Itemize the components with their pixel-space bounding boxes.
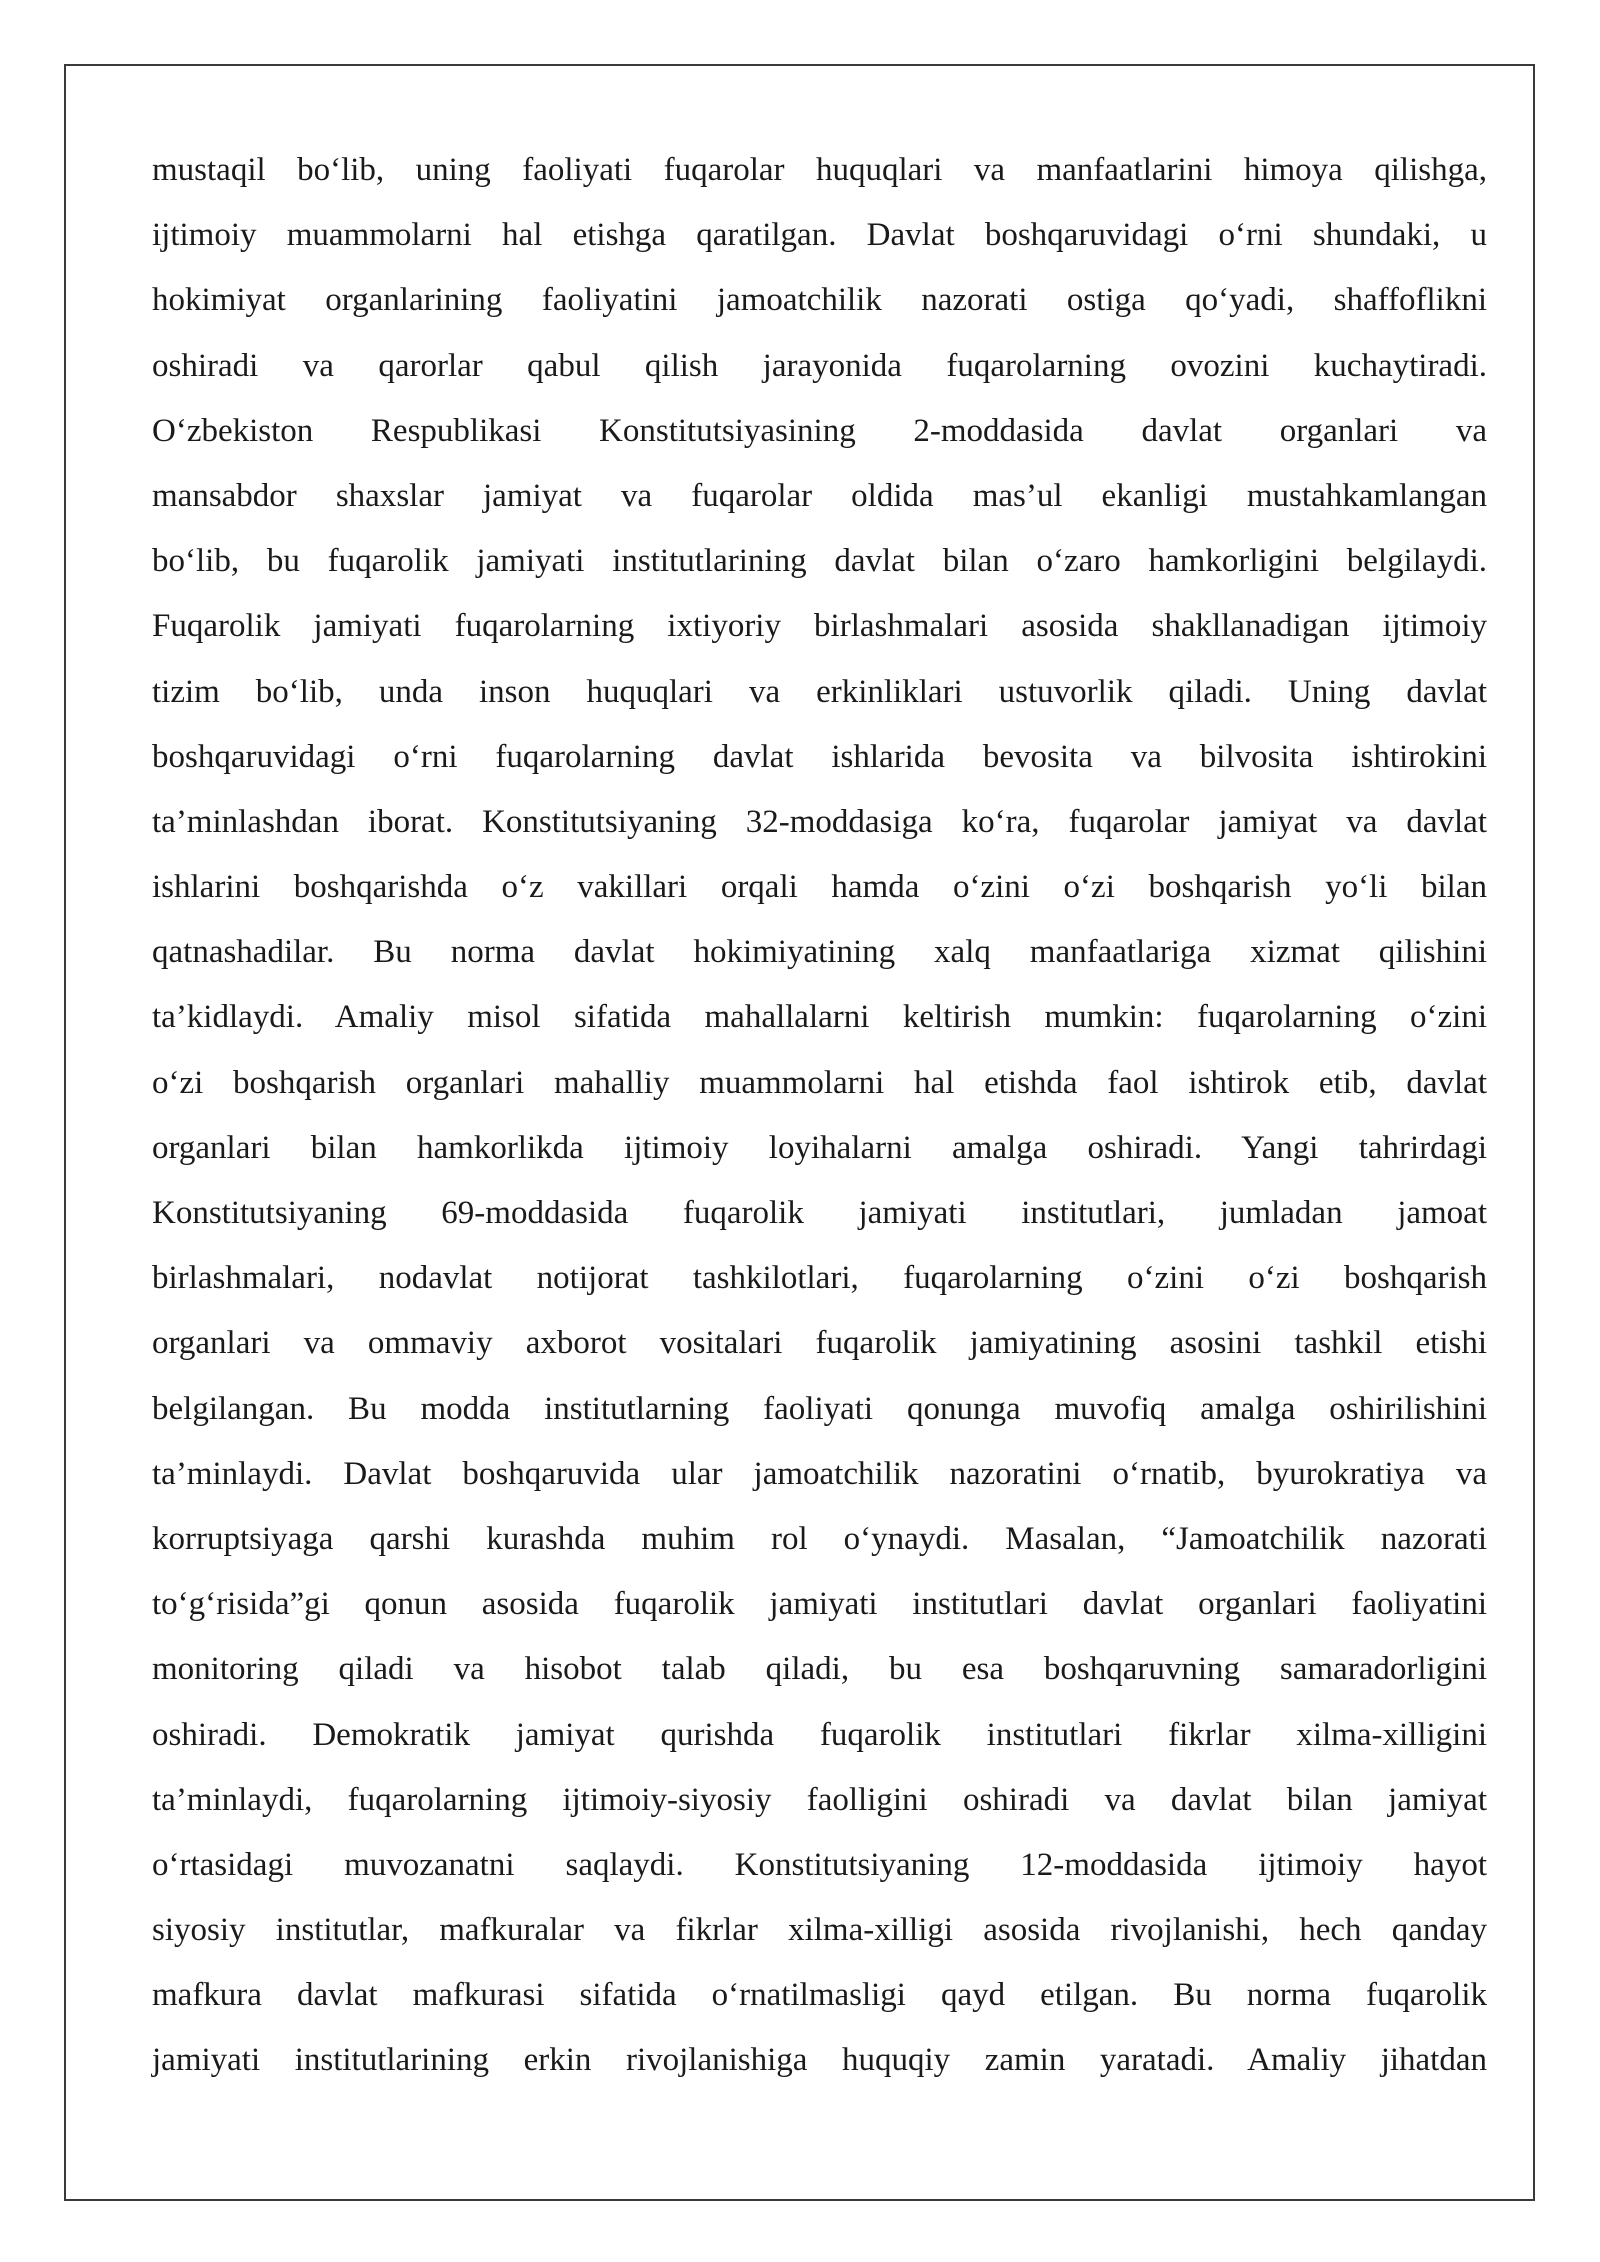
text-line: mansabdor shaxslar jamiyat va fuqarolar oldida mas’ul ekanligi mustahkamlangan bbox=[152, 477, 1487, 514]
text-line: monitoring qiladi va hisobot talab qiladi, bu esa boshqaruvning samaradorligini bbox=[152, 1651, 1487, 1688]
text-line: oshiradi. Demokratik jamiyat qurishda fuqarolik institutlari fikrlar xilma-xilligini bbox=[152, 1716, 1487, 1753]
text-line: ishlarini boshqarishda o‘z vakillari orqali hamda o‘zini o‘zi boshqarish yo‘li bilan bbox=[152, 869, 1487, 906]
text-line: siyosiy institutlar, mafkuralar va fikrlar xilma-xilligi asosida rivojlanishi, hech qanday bbox=[152, 1912, 1487, 1949]
body-text bbox=[152, 138, 1487, 2094]
text-line: ta’minlashdan iborat. Konstitutsiyaning 32-moddasiga ko‘ra, fuqarolar jamiyat va davlat bbox=[152, 803, 1487, 840]
text-line: oshiradi va qarorlar qabul qilish jarayonida fuqarolarning ovozini kuchaytiradi. bbox=[152, 347, 1487, 384]
text-line: bo‘lib, bu fuqarolik jamiyati institutlarining davlat bilan o‘zaro hamkorligini belgilaydi. bbox=[152, 543, 1487, 580]
text-line: boshqaruvidagi o‘rni fuqarolarning davlat ishlarida bevosita va bilvosita ishtirokini bbox=[152, 738, 1487, 775]
text-line: korruptsiyaga qarshi kurashda muhim rol o‘ynaydi. Masalan, “Jamoatchilik nazorati bbox=[152, 1520, 1487, 1557]
text-line: organlari bilan hamkorlikda ijtimoiy loyihalarni amalga oshiradi. Yangi tahrirdagi bbox=[152, 1129, 1487, 1166]
text-line: ta’kidlaydi. Amaliy misol sifatida mahallalarni keltirish mumkin: fuqarolarning o‘zini bbox=[152, 999, 1487, 1036]
text-line: Konstitutsiyaning 69-moddasida fuqarolik jamiyati institutlari, jumladan jamoat bbox=[152, 1195, 1487, 1231]
text-line: O‘zbekiston Respublikasi Konstitutsiyasining 2-moddasida davlat organlari va bbox=[152, 412, 1487, 449]
text-line: organlari va ommaviy axborot vositalari fuqarolik jamiyatining asosini tashkil etishi bbox=[152, 1325, 1487, 1362]
text-line: ta’minlaydi. Davlat boshqaruvida ular jamoatchilik nazoratini o‘rnatib, byurokratiya va bbox=[152, 1455, 1487, 1492]
text-line: tizim bo‘lib, unda inson huquqlari va erkinliklari ustuvorlik qiladi. Uning davlat bbox=[152, 673, 1487, 710]
text-line: mafkura davlat mafkurasi sifatida o‘rnatilmasligi qayd etilgan. Bu norma fuqarolik bbox=[152, 1977, 1487, 2014]
text-line: qatnashadilar. Bu norma davlat hokimiyatining xalq manfaatlariga xizmat qilishini bbox=[152, 934, 1487, 971]
text-line: mustaqil bo‘lib, uning faoliyati fuqarolar huquqlari va manfaatlarini himoya qilishga, bbox=[152, 152, 1487, 188]
text-line: ijtimoiy muammolarni hal etishga qaratilgan. Davlat boshqaruvidagi o‘rni shundaki, u bbox=[152, 217, 1487, 254]
text-line: ta’minlaydi, fuqarolarning ijtimoiy-siyosiy faolligini oshiradi va davlat bilan jamiyat bbox=[152, 1781, 1487, 1818]
text-line: Fuqarolik jamiyati fuqarolarning ixtiyoriy birlashmalari asosida shakllanadigan ijtimoiy bbox=[152, 608, 1487, 645]
text-line: birlashmalari, nodavlat notijorat tashkilotlari, fuqarolarning o‘zini o‘zi boshqarish bbox=[152, 1260, 1487, 1297]
text-line: belgilangan. Bu modda institutlarning faoliyati qonunga muvofiq amalga oshirilishini bbox=[152, 1390, 1487, 1427]
text-line: jamiyati institutlarining erkin rivojlanishiga huquqiy zamin yaratadi. Amaliy jihatdan bbox=[152, 2042, 1487, 2079]
text-line: to‘g‘risida”gi qonun asosida fuqarolik jamiyati institutlari davlat organlari faoliyatini bbox=[152, 1586, 1487, 1623]
text-line: o‘zi boshqarish organlari mahalliy muammolarni hal etishda faol ishtirok etib, davlat bbox=[152, 1064, 1487, 1101]
text-line: o‘rtasidagi muvozanatni saqlaydi. Konstitutsiyaning 12-moddasida ijtimoiy hayot bbox=[152, 1846, 1487, 1883]
text-line: hokimiyat organlarining faoliyatini jamoatchilik nazorati ostiga qo‘yadi, shaffoflikni bbox=[152, 282, 1487, 319]
